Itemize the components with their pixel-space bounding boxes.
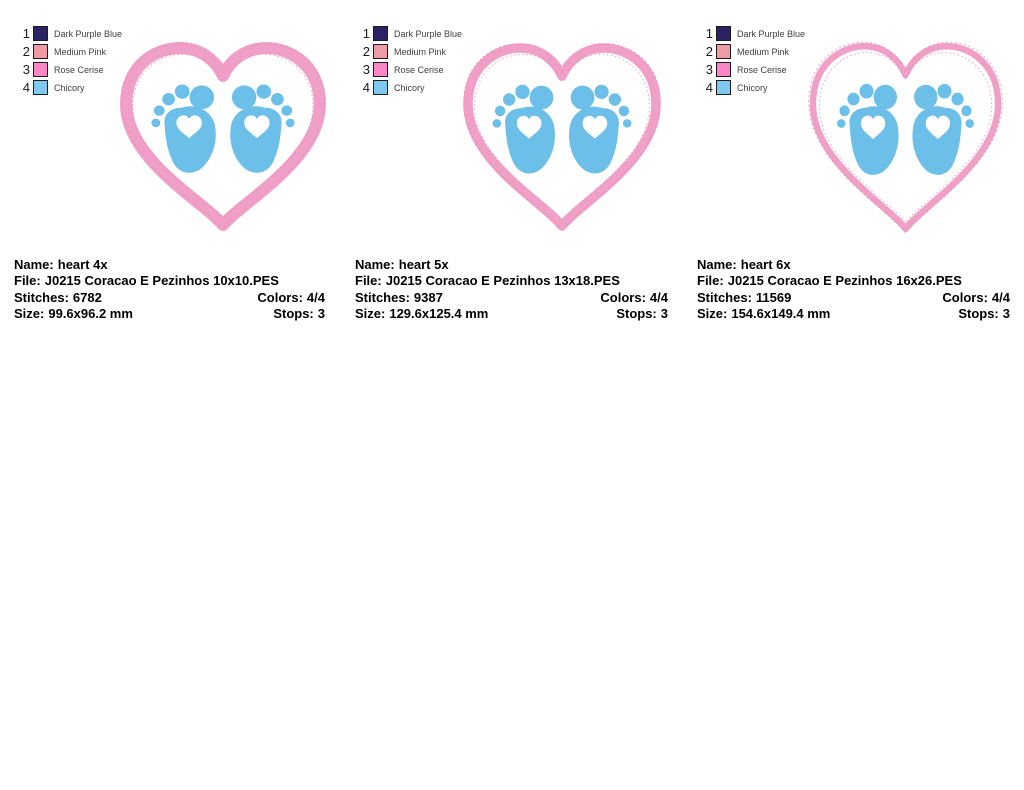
color-swatch-medium-pink <box>373 44 388 59</box>
colors-value: 4/4 <box>306 289 325 305</box>
name-label: Name: <box>697 257 737 272</box>
stitches-colors-line <box>14 290 325 306</box>
design-file-line <box>697 273 962 289</box>
colors-value: 4/4 <box>991 289 1010 305</box>
thread-color-label: Rose Cerise <box>54 64 104 75</box>
stops-label: Stops: <box>273 305 314 321</box>
heart-footprints-graphic-1 <box>120 42 326 232</box>
design-name-line <box>355 257 449 273</box>
legend-row <box>18 62 122 77</box>
stitches-value: 6782 <box>72 289 102 305</box>
design-file-line <box>14 273 279 289</box>
thread-number: 2 <box>22 44 30 59</box>
size-stops-line <box>355 306 668 322</box>
size-label: Size: <box>14 305 45 321</box>
stops-value: 3 <box>1002 305 1010 321</box>
design-info-1 <box>14 257 325 322</box>
name-value: heart 6x <box>740 257 791 272</box>
size-value: 99.6x96.2 mm <box>48 305 133 321</box>
stops-field <box>616 306 668 322</box>
color-swatch-chicory <box>373 80 388 95</box>
size-stops-line <box>697 306 1010 322</box>
size-value: 154.6x149.4 mm <box>731 305 831 321</box>
name-label: Name: <box>14 257 54 272</box>
heart-outline-icon <box>813 46 998 229</box>
legend-row <box>701 62 805 77</box>
thread-number: 3 <box>362 62 370 77</box>
legend-row <box>701 80 805 95</box>
design-info-3 <box>697 257 1010 322</box>
legend-row <box>18 26 122 41</box>
stitches-value: 11569 <box>755 289 792 305</box>
thread-number: 1 <box>22 26 30 41</box>
colors-field <box>600 290 668 306</box>
stops-label: Stops: <box>958 305 999 321</box>
size-value: 129.6x125.4 mm <box>389 305 489 321</box>
thread-legend-3 <box>701 26 805 95</box>
thread-number: 4 <box>705 80 713 95</box>
size-field <box>14 306 133 322</box>
color-swatch-dark-purple-blue <box>33 26 48 41</box>
stops-value: 3 <box>317 305 325 321</box>
color-swatch-dark-purple-blue <box>373 26 388 41</box>
colors-label: Colors: <box>600 289 646 305</box>
thread-color-label: Chicory <box>737 82 768 93</box>
legend-row <box>701 26 805 41</box>
stops-label: Stops: <box>616 305 657 321</box>
legend-row <box>358 62 462 77</box>
stitches-field <box>14 290 102 306</box>
colors-value: 4/4 <box>649 289 668 305</box>
stitches-label: Stitches: <box>14 289 69 305</box>
file-value: J0215 Coracao E Pezinhos 16x26.PES <box>727 273 962 289</box>
thread-color-label: Dark Purple Blue <box>54 28 123 39</box>
thread-color-label: Chicory <box>54 82 85 93</box>
thread-number: 3 <box>22 62 30 77</box>
color-swatch-dark-purple-blue <box>716 26 731 41</box>
stitches-field <box>697 290 791 306</box>
thread-number: 1 <box>362 26 370 41</box>
name-value: heart 5x <box>398 257 449 272</box>
color-swatch-medium-pink <box>33 44 48 59</box>
stops-value: 3 <box>660 305 668 321</box>
thread-color-label: Rose Cerise <box>394 64 444 75</box>
file-label: File: <box>14 273 41 289</box>
colors-field <box>942 290 1010 306</box>
size-label: Size: <box>355 305 386 321</box>
thread-color-label: Dark Purple Blue <box>394 28 463 39</box>
color-swatch-rose-cerise <box>716 62 731 77</box>
file-label: File: <box>355 273 382 289</box>
design-name-line <box>14 257 108 273</box>
thread-color-label: Chicory <box>394 82 425 93</box>
file-value: J0215 Coracao E Pezinhos 10x10.PES <box>44 273 279 289</box>
stitches-label: Stitches: <box>697 289 752 305</box>
thread-number: 3 <box>705 62 713 77</box>
thread-legend-2 <box>358 26 462 95</box>
colors-label: Colors: <box>257 289 303 305</box>
stops-field <box>958 306 1010 322</box>
thread-legend-1 <box>18 26 122 95</box>
legend-row <box>18 80 122 95</box>
thread-number: 1 <box>705 26 713 41</box>
legend-row <box>701 44 805 59</box>
name-value: heart 4x <box>57 257 108 272</box>
thread-color-label: Medium Pink <box>394 46 447 57</box>
colors-label: Colors: <box>942 289 988 305</box>
legend-row <box>358 80 462 95</box>
design-file-line <box>355 273 620 289</box>
file-label: File: <box>697 273 724 289</box>
heart-footprints-graphic-3 <box>807 40 1004 236</box>
stitches-label: Stitches: <box>355 289 410 305</box>
legend-row <box>358 26 462 41</box>
heart-outline-icon <box>468 48 656 226</box>
size-stops-line <box>14 306 325 322</box>
stitches-colors-line <box>355 290 668 306</box>
design-name-line <box>697 257 791 273</box>
stops-field <box>273 306 325 322</box>
legend-row <box>358 44 462 59</box>
thread-number: 4 <box>22 80 30 95</box>
stitches-value: 9387 <box>413 289 443 305</box>
thread-color-label: Medium Pink <box>54 46 107 57</box>
heart-outline-icon <box>126 48 320 225</box>
thread-color-label: Rose Cerise <box>737 64 787 75</box>
stitches-colors-line <box>697 290 1010 306</box>
thread-number: 2 <box>362 44 370 59</box>
name-label: Name: <box>355 257 395 272</box>
color-swatch-chicory <box>33 80 48 95</box>
file-value: J0215 Coracao E Pezinhos 13x18.PES <box>385 273 620 289</box>
stitches-field <box>355 290 443 306</box>
color-swatch-rose-cerise <box>373 62 388 77</box>
thread-number: 2 <box>705 44 713 59</box>
color-swatch-rose-cerise <box>33 62 48 77</box>
color-swatch-medium-pink <box>716 44 731 59</box>
thread-color-label: Medium Pink <box>737 46 790 57</box>
thread-number: 4 <box>362 80 370 95</box>
colors-field <box>257 290 325 306</box>
size-field <box>355 306 488 322</box>
thread-color-label: Dark Purple Blue <box>737 28 806 39</box>
design-info-2 <box>355 257 668 322</box>
legend-row <box>18 44 122 59</box>
color-swatch-chicory <box>716 80 731 95</box>
size-field <box>697 306 830 322</box>
size-label: Size: <box>697 305 728 321</box>
heart-footprints-graphic-2 <box>462 42 662 233</box>
